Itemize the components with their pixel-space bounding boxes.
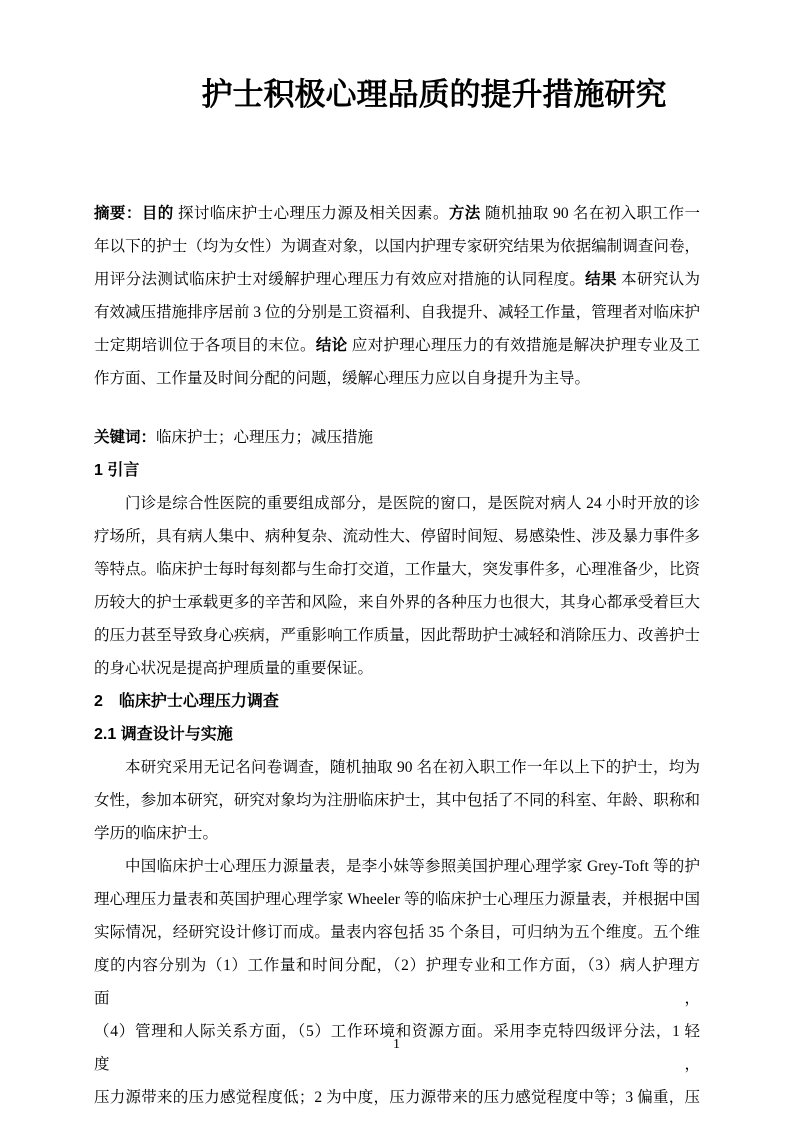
abstract-line: 作方面、工作量及时间分配的问题，缓解心理压力应以自身提升为主导。 [94, 370, 591, 387]
scale-paragraph [94, 850, 700, 1114]
paragraph-line: 压力源带来的压力感觉程度低；2 为中度，压力源带来的压力感觉程度中等；3 偏重，压 [94, 1089, 700, 1106]
abstract-line: 用评分法测试临床护士对缓解护理心理压力有效应对措施的认同程度。结果 本研究认为 [94, 271, 700, 288]
paragraph-line: 中国临床护士心理压力源量表，是李小妹等参照美国护理心理学家 Grey-Toft 等的护 [125, 858, 700, 875]
keywords-line [94, 421, 700, 454]
abstract-label: 摘要： [94, 205, 142, 222]
paragraph-line: 女性，参加本研究，研究对象均为注册临床护士，其中包括了不同的科室、年龄、职称和 [94, 792, 700, 809]
paragraph-line: 本研究采用无记名问卷调查，随机抽取 90 名在初入职工作一年以上下的护士，均为 [125, 759, 700, 776]
blank-line [94, 395, 700, 421]
abstract-line: 有效减压措施排序居前 3 位的分别是工资福利、自我提升、减轻工作量，管理者对临床护 [94, 304, 700, 321]
page-number: 1 [393, 1037, 400, 1052]
paragraph-line: 历较大的护士承载更多的辛苦和风险，来自外界的各种压力也很大，其身心都承受着巨大 [94, 594, 700, 611]
section-heading-2-1: 2.1 调查设计与实施 [94, 726, 233, 743]
methods-label: 方法 [448, 205, 481, 222]
paragraph-line: 理心理压力量表和英国护理心理学家 Wheeler 等的临床护士心理压力源量表，并根据中国 [94, 891, 700, 908]
paragraph-line: 门诊是综合性医院的重要组成部分，是医院的窗口，是医院对病人 24 小时开放的诊 [125, 495, 700, 512]
abstract-line: 年以下的护士（均为女性）为调查对象，以国内护理专家研究结果为依据编制调查问卷， [94, 238, 700, 255]
paragraph-line: （4）管理和人际关系方面，（5）工作环境和资源方面。采用李克特四级评分法，1 轻度， [94, 1023, 700, 1073]
paragraph-line: 疗场所，具有病人集中、病种复杂、流动性大、停留时间短、易感染性、涉及暴力事件多 [94, 528, 700, 545]
paragraph-line: 的身心状况是提高护理质量的重要保证。 [94, 660, 374, 677]
abstract-line: 士定期培训位于各项目的末位。结论 应对护理心理压力的有效措施是解决护理专业及工 [94, 337, 700, 354]
paragraph-line: 实际情况，经研究设计修订而成。量表内容包括 35 个条目，可归纳为五个维度。五个维 [94, 924, 700, 941]
results-label: 结果 [585, 271, 617, 288]
abstract-paragraph [94, 197, 700, 395]
paragraph-line: 学历的临床护士。 [94, 825, 219, 842]
section-heading-2: 2 临床护士心理压力调查 [94, 693, 279, 710]
keywords-label: 关键词： [94, 429, 157, 446]
document-title: 护士积极心理品质的提升措施研究 [201, 77, 667, 112]
paragraph-line: 度的内容分别为（1）工作量和时间分配，（2）护理专业和工作方面，（3）病人护理方面， [94, 957, 700, 1007]
abstract-line: 摘要：目的 探讨临床护士心理压力源及相关因素。方法 随机抽取 90 名在初入职工作一 [94, 205, 700, 222]
paragraph-line: 的压力甚至导致身心疾病，严重影响工作质量，因此帮助护士减轻和消除压力、改善护士 [94, 627, 700, 644]
conclusion-label: 结论 [315, 337, 348, 354]
intro-paragraph [94, 487, 700, 685]
document-body [94, 197, 700, 1114]
section-heading-1: 1 引言 [94, 462, 140, 479]
survey-paragraph [94, 751, 700, 850]
keywords-text: 临床护士；心理压力；减压措施 [156, 429, 374, 446]
objective-label: 目的 [141, 205, 174, 222]
paragraph-line: 等特点。临床护士每时每刻都与生命打交道，工作量大，突发事件多，心理准备少，比资 [94, 561, 700, 578]
